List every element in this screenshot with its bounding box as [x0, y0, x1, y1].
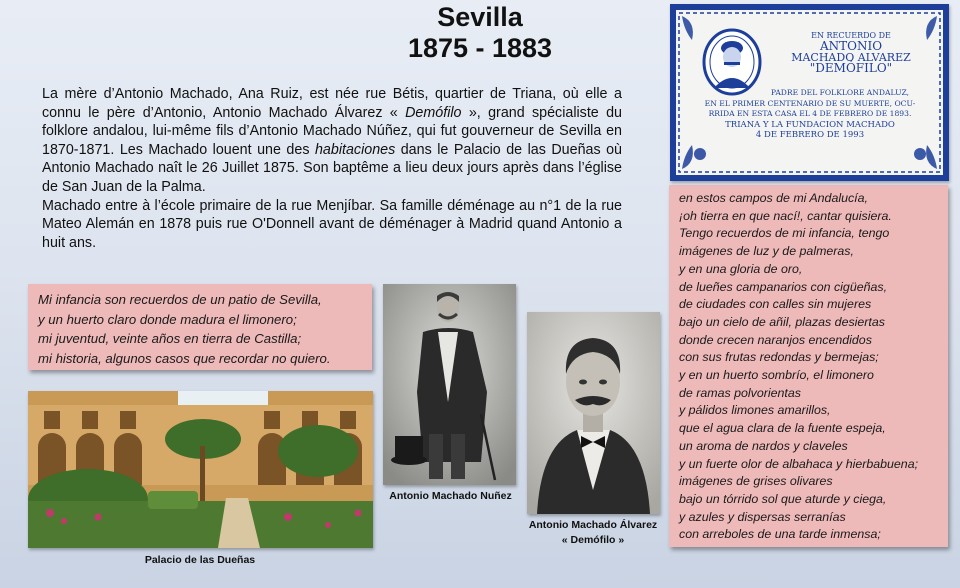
poem-line: y un fuerte olor de albahaca y hierbabuena; [679, 456, 919, 471]
caption-nunez: Antonio Machado Nuñez [389, 490, 512, 502]
plaque-line: EN RECUERDO DE [811, 31, 891, 40]
plaque-line: RRIDA EN ESTA CASA EL 4 DE FEBRERO DE 1893. [708, 109, 912, 118]
caption-alvarez [513, 518, 673, 548]
intro-p1-habitaciones: habitaciones [314, 141, 396, 158]
nunez-portrait-photo [383, 284, 516, 485]
intro-paragraph-1 [42, 85, 622, 197]
poem-line: de lueñes campanarios con cigüeñas, [679, 279, 888, 294]
plaque-line: ANTONIO [819, 39, 883, 53]
alvarez-portrait-photo [527, 312, 660, 514]
palacio-image [28, 391, 373, 548]
poem-line: que el agua clara de la fuente espeja, [679, 421, 886, 436]
poem-line: mi historia, algunos casos que recordar no quiero. [38, 350, 331, 366]
poem-line: imágenes de grises olivares [679, 474, 833, 489]
poem-line: y un huerto claro donde madura el limonero; [38, 311, 297, 327]
poem-line: ¡oh tierra en que nací!, cantar quisiera. [679, 208, 892, 223]
poem-box-left [28, 284, 372, 370]
poem-line: Tengo recuerdos de mi infancia, tengo [679, 226, 890, 241]
palacio-duenas-photo [28, 391, 373, 548]
alvarez-portrait-image [527, 312, 660, 514]
poem-line: mi juventud, veinte años en tierra de Castilla; [38, 331, 302, 346]
poem-line: donde crecen naranjos encendidos [679, 332, 872, 347]
plaque-line: 4 DE FEBRERO DE 1993 [755, 130, 865, 140]
plaque-line: MACHADO ALVAREZ [791, 51, 911, 64]
poem-line: y en un huerto sombrío, el limonero [679, 368, 874, 383]
intro-p1-part-c: dans le Palacio de las Dueñas où Antonio Machado naît le 26 Juillet 1875. Son baptême a lieu deux jours après dans l’église de San Juan de la Palma. [42, 141, 623, 195]
page-title [330, 2, 630, 64]
plaque-lettering-lower [690, 88, 930, 141]
poem-box-right [669, 185, 948, 547]
poem-line: y pálidos limones amarillos, [679, 403, 831, 418]
intro-p1-demofilo: Demófilo [405, 104, 462, 121]
plaque-line: TRIANA Y LA FUNDACION MACHADO [725, 119, 895, 130]
plaque-line: "DEMÓFILO" [809, 61, 893, 75]
plaque-lettering [766, 30, 936, 74]
intro-paragraph-2: Machado entre à l’école primaire de la rue Menjíbar. Sa famille déménage au n°1 de la rue Mateo Alemán en 1878 puis rue O'Donnell avant de déménager à Madrid quand Antonio a huit ans. [42, 197, 622, 251]
poem-line: Mi infancia son recuerdos de un patio de Sevilla, [38, 292, 322, 307]
title-city: Sevilla [437, 2, 523, 32]
poem-line: bajo un cielo de añil, plazas desiertas [679, 314, 885, 329]
poem-line: de ramas polvorientas [679, 385, 801, 400]
poem-line: un aroma de nardos y claveles [679, 438, 848, 453]
nunez-portrait-image [383, 284, 516, 485]
poem-line: y azules y dispersas serranías [679, 509, 846, 524]
poem-line: y en una gloria de oro, [679, 261, 803, 276]
plaque-line: EN EL PRIMER CENTENARIO DE SU MUERTE, OCU- [704, 98, 916, 108]
demofilo-plaque-photo [670, 4, 949, 181]
intro-p1-part-a: La mère d’Antonio Machado, Ana Ruiz, est née rue Bétis, quartier de Triana, où elle a connu le père d’Antonio, Antonio Machado Álvarez « [42, 86, 622, 121]
title-years: 1875 - 1883 [407, 33, 553, 63]
poem-line: de ciudades con calles sin mujeres [679, 297, 872, 312]
caption-alvarez-nickname: « Demófilo » [561, 534, 625, 546]
intro-p1-part-b: », grand spécialiste du folklore andalou, lui-même fils d’Antonio Machado Núñez, qui fut gouverneur de Sevilla en 1870-1871. Les Machado louent une des [42, 104, 622, 158]
caption-alvarez-name: Antonio Machado Álvarez [528, 519, 658, 531]
caption-palace: Palacio de las Dueñas [144, 554, 256, 566]
poem-line: en estos campos de mi Andalucía, [679, 191, 868, 205]
poem-line: con arreboles de una tarde inmensa; [679, 527, 881, 542]
poem-line: imágenes de luz y de palmeras, [679, 244, 854, 259]
intro-text [42, 85, 622, 252]
poem-line: bajo un tórrido sol que aturde y ciega, [679, 491, 887, 506]
poem-line: con sus frutas redondas y bermejas; [679, 350, 879, 365]
plaque-line: PADRE DEL FOLKLORE ANDALUZ, [770, 88, 910, 97]
